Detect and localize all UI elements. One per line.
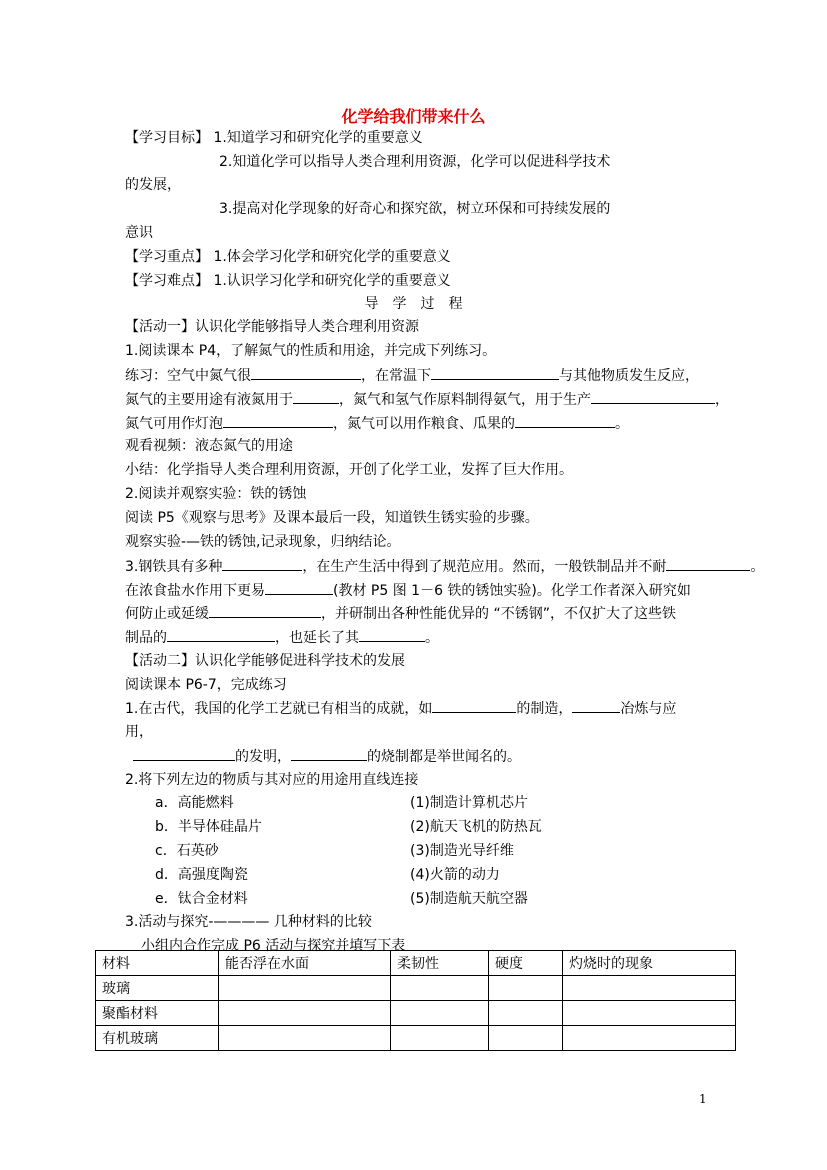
text: 1.在古代，我国的化学工艺就已有相当的成就，如	[125, 701, 433, 717]
difficulty-line	[125, 271, 451, 291]
text: 的制造，	[516, 701, 573, 717]
text: 3.钢铁具有多种	[125, 559, 223, 575]
left-item: e．钛合金材料	[155, 891, 248, 907]
text: 在浓食盐水作用下更易	[125, 583, 265, 599]
right-item: (3)制造光导纤维	[410, 843, 514, 859]
table-cell[interactable]	[391, 1026, 489, 1051]
activity2-q2: 2.将下列左边的物质与其对应的用途用直线连接	[125, 772, 419, 788]
table-cell[interactable]	[391, 1001, 489, 1026]
blank[interactable]	[265, 580, 333, 595]
objective-3-cont: 意识	[125, 225, 153, 241]
text: 与其他物质发生反应，	[559, 368, 699, 384]
blank[interactable]	[133, 746, 235, 761]
objective-1: 1.知道学习和研究化学的重要意义	[213, 130, 423, 146]
blank[interactable]	[515, 413, 615, 428]
document-title: 化学给我们带来什么	[341, 107, 486, 126]
table-cell[interactable]	[489, 1026, 563, 1051]
text: ，氮气可以用作粮食、瓜果的	[333, 416, 515, 432]
activity1-q1: 1.阅读课本 P4，了解氮气的性质和用途，并完成下列练习。	[125, 343, 497, 359]
text: 。	[615, 416, 629, 432]
table-header-row	[96, 951, 736, 976]
table-cell[interactable]	[563, 1026, 736, 1051]
exercise-line-2	[125, 389, 729, 410]
table-header: 灼烧时的现象	[563, 951, 736, 976]
activity2-read: 阅读课本 P6-7，完成练习	[125, 677, 287, 693]
section-heading: 导 学 过 程	[364, 296, 463, 312]
text: 的烧制都是举世闻名的。	[367, 749, 521, 765]
blank[interactable]	[222, 556, 302, 571]
table-cell: 有机玻璃	[96, 1026, 219, 1051]
table-header: 柔韧性	[391, 951, 489, 976]
blank[interactable]	[572, 698, 620, 713]
key-point-text: 1.体会学习化学和研究化学的重要意义	[213, 249, 451, 265]
text: 冶炼与应	[620, 701, 677, 717]
objective-2-cont: 的发展，	[125, 177, 181, 193]
blank[interactable]	[291, 746, 367, 761]
blank[interactable]	[359, 627, 425, 642]
blank[interactable]	[431, 365, 559, 380]
activity1-q2-observe: 观察实验-—铁的锈蚀,记录现象，归纳结论。	[125, 534, 401, 550]
table-row	[96, 976, 736, 1001]
left-item: d．高强度陶瓷	[155, 867, 248, 883]
video-line: 观看视频：液态氮气的用途	[125, 438, 293, 454]
blank[interactable]	[666, 556, 750, 571]
exercise-line-1	[125, 365, 699, 386]
activity1-q2-read: 阅读 P5《观察与思考》及课本最后一段，知道铁生锈实验的步骤。	[125, 510, 539, 526]
summary-line: 小结：化学指导人类合理利用资源，开创了化学工业，发挥了巨大作用。	[125, 462, 573, 478]
activity2-q3: 3.活动与探究-———— 几种材料的比较	[125, 914, 372, 930]
table-cell[interactable]	[489, 1001, 563, 1026]
blank[interactable]	[223, 413, 333, 428]
left-item: a．高能燃料	[155, 795, 234, 811]
blank[interactable]	[432, 698, 516, 713]
blank[interactable]	[167, 627, 275, 642]
table-header: 材料	[96, 951, 219, 976]
table-row	[96, 1026, 736, 1051]
exercise-line-3	[125, 413, 629, 434]
q3-line-4	[125, 627, 439, 648]
table-cell[interactable]	[219, 976, 391, 1001]
blank[interactable]	[293, 389, 339, 404]
right-item: (5)制造航天航空器	[410, 891, 528, 907]
text: ，在常温下	[361, 368, 431, 384]
blank[interactable]	[209, 603, 321, 618]
q3-line-1	[125, 556, 764, 577]
activity1-q2: 2.阅读并观察实验：铁的锈蚀	[125, 486, 307, 502]
right-item: (4)火箭的动力	[410, 867, 500, 883]
text: 氮气可用作灯泡	[125, 416, 223, 432]
objective-2: 2.知道化学可以指导人类合理利用资源，化学可以促进科学技术	[219, 154, 611, 170]
table-row	[96, 1001, 736, 1026]
table-cell[interactable]	[563, 1001, 736, 1026]
difficulty-label: 【学习难点】	[125, 273, 209, 289]
text: ，在生产生活中得到了规范应用。然而，一般铁制品并不耐	[302, 559, 667, 575]
blank[interactable]	[251, 365, 361, 380]
text: 。	[425, 630, 439, 646]
text: 练习：空气中氮气很	[125, 368, 251, 384]
right-item: (1)制造计算机芯片	[410, 795, 528, 811]
difficulty-text: 1.认识学习化学和研究化学的重要意义	[213, 273, 451, 289]
text: 。	[750, 559, 765, 575]
objectives-label: 【学习目标】	[125, 130, 209, 146]
text: (教材 P5 图 1－6 铁的锈蚀实验)。化学工作者深入研究如	[333, 583, 691, 599]
table-cell[interactable]	[563, 976, 736, 1001]
table-cell[interactable]	[219, 1026, 391, 1051]
table-cell[interactable]	[391, 976, 489, 1001]
table-header: 硬度	[489, 951, 563, 976]
text: ，氮气和氢气作原料制得氨气，用于生产	[339, 392, 591, 408]
key-point-label: 【学习重点】	[125, 249, 209, 265]
text: 的发明，	[235, 749, 291, 765]
activity2-heading: 【活动二】认识化学能够促进科学技术的发展	[125, 653, 405, 669]
q3-line-2	[125, 580, 691, 601]
activity2-q1-line-3	[133, 746, 521, 767]
objective-3: 3.提高对化学现象的好奇心和探究欲，树立环保和可持续发展的	[219, 201, 611, 217]
activity2-q3-sub: 小组内合作完成 P6 活动与探究并填写下表	[141, 938, 406, 954]
activity2-q1-line-2: 用，	[125, 724, 153, 740]
materials-table	[95, 950, 736, 1051]
activity2-q1-line-1	[125, 698, 676, 719]
right-item: (2)航天飞机的防热瓦	[410, 819, 542, 835]
left-item: b．半导体硅晶片	[155, 819, 262, 835]
activity1-heading: 【活动一】认识化学能够指导人类合理利用资源	[125, 319, 419, 335]
text: 制品的	[125, 630, 167, 646]
text: ，并研制出各种性能优异的 “不锈钢”，不仅扩大了这些铁	[321, 606, 676, 622]
table-cell: 玻璃	[96, 976, 219, 1001]
table-cell: 聚酯材料	[96, 1001, 219, 1026]
text: ，	[715, 392, 729, 408]
left-item: c．石英砂	[155, 843, 219, 859]
text: 氮气的主要用途有液氮用于	[125, 392, 293, 408]
objectives-line-1	[125, 128, 423, 148]
table-cell[interactable]	[219, 1001, 391, 1026]
text: ，也延长了其	[275, 630, 359, 646]
text: 何防止或延缓	[125, 606, 209, 622]
q3-line-3	[125, 603, 676, 624]
key-point-line	[125, 247, 451, 267]
table-cell[interactable]	[489, 976, 563, 1001]
blank[interactable]	[591, 389, 715, 404]
table-header: 能否浮在水面	[219, 951, 391, 976]
page-number: 1	[699, 1092, 707, 1106]
